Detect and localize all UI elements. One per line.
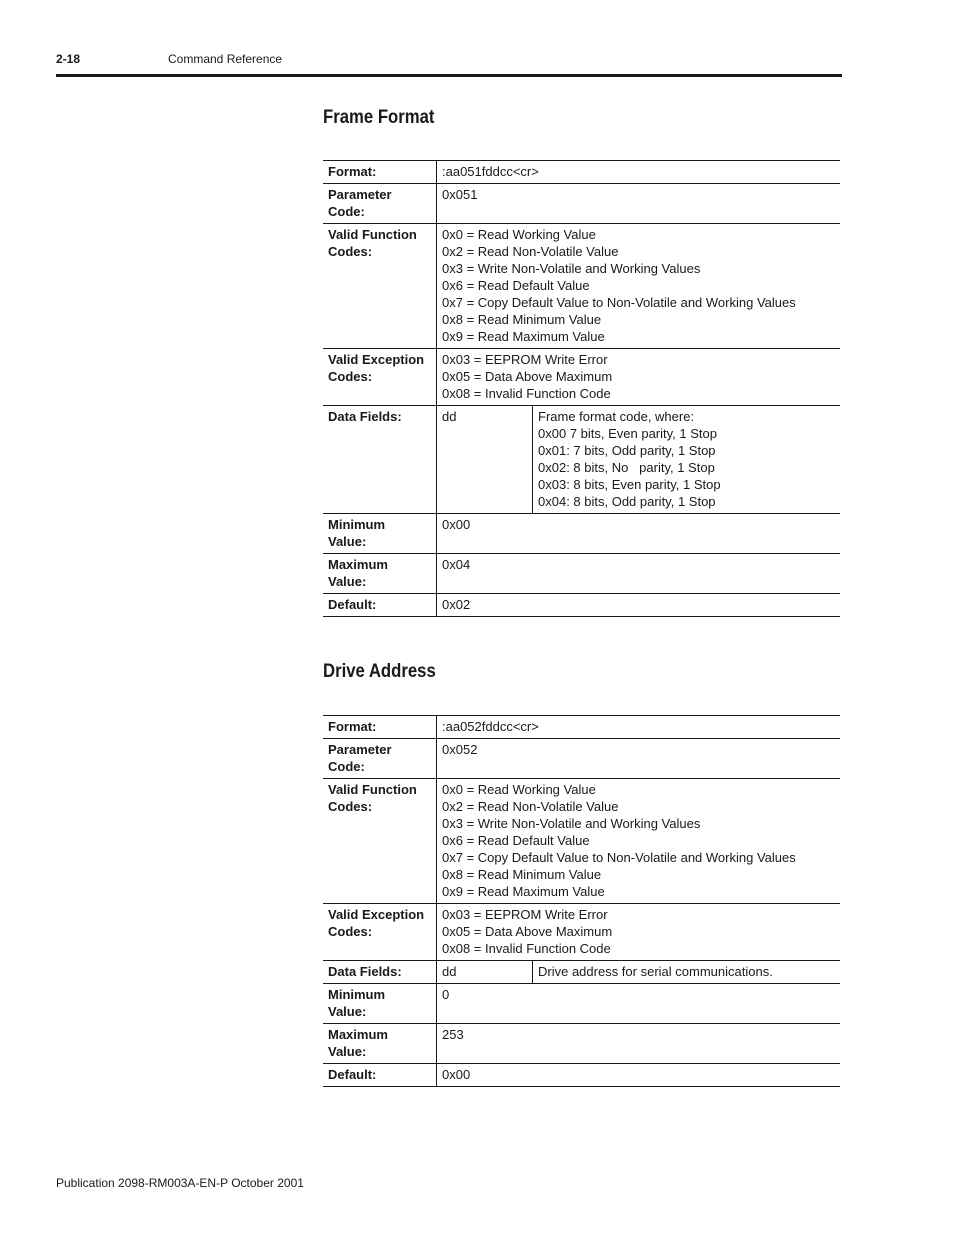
table-row-parameter-code: [323, 739, 840, 779]
value-valid-function-codes: [437, 779, 841, 904]
value-data-field-description: Frame format code, where: 0x00 7 bits, Even parity, 1 Stop 0x01: 7 bits, Odd parity, 1 Stop 0x02: 8 bits, No parity, 1 Stop 0x03: 8 bits, Even parity, 1 Stop 0x04: 8 bits, Odd parity, 1 Stop: [538, 409, 721, 509]
label-format: Format:: [323, 161, 437, 184]
list-item: 0x6 = Read Default Value: [442, 833, 590, 848]
table-row-default: [323, 594, 840, 617]
label-valid-exception-codes: Valid Exception Codes:: [323, 349, 437, 406]
label-maximum-value: Maximum Value:: [323, 1024, 437, 1064]
value-valid-exception-codes: [437, 349, 841, 406]
list-item: 0x3 = Write Non-Volatile and Working Values: [442, 816, 701, 831]
list-item: 0x08 = Invalid Function Code: [442, 941, 611, 956]
list-item: 0x2 = Read Non-Volatile Value: [442, 244, 619, 259]
value-parameter-code: 0x052: [442, 742, 478, 757]
table-row-valid-exception-codes: [323, 349, 840, 406]
label-data-fields: Data Fields:: [323, 961, 437, 984]
table-row-minimum-value: [323, 514, 840, 554]
table-row-parameter-code: [323, 184, 840, 224]
value-minimum-value: 0: [442, 987, 450, 1002]
table-row-maximum-value: [323, 1024, 840, 1064]
value-maximum-value: 253: [442, 1027, 464, 1042]
label-valid-function-codes: Valid Function Codes:: [323, 779, 437, 904]
value-maximum-value: 0x04: [442, 557, 471, 572]
table-row-valid-function-codes: [323, 224, 840, 349]
label-parameter-code: Parameter Code:: [323, 739, 437, 779]
label-format: Format:: [323, 716, 437, 739]
list-item: 0x8 = Read Minimum Value: [442, 312, 602, 327]
list-item: 0x0 = Read Working Value: [442, 782, 596, 797]
page-number: 2-18: [56, 52, 81, 66]
label-valid-function-codes: Valid Function Codes:: [323, 224, 437, 349]
table-row-format: [323, 716, 840, 739]
value-minimum-value: 0x00: [442, 517, 471, 532]
label-parameter-code: Parameter Code:: [323, 184, 437, 224]
table-row-minimum-value: [323, 984, 840, 1024]
value-parameter-code: 0x051: [442, 187, 478, 202]
value-default: 0x00: [442, 1067, 471, 1082]
value-valid-function-codes: [437, 224, 841, 349]
list-item: 0x6 = Read Default Value: [442, 278, 590, 293]
table-row-default: [323, 1064, 840, 1087]
table-row-valid-function-codes: [323, 779, 840, 904]
list-item: 0x9 = Read Maximum Value: [442, 329, 605, 344]
list-item: 0x05 = Data Above Maximum: [442, 924, 613, 939]
frame-format-table: [323, 160, 840, 617]
header-section-name: Command Reference: [168, 52, 283, 66]
table-row-valid-exception-codes: [323, 904, 840, 961]
list-item: 0x9 = Read Maximum Value: [442, 884, 605, 899]
value-data-field-code: dd: [437, 961, 533, 984]
value-default: 0x02: [442, 597, 471, 612]
label-minimum-value: Minimum Value:: [323, 984, 437, 1024]
value-format: :aa051fddcc<cr>: [442, 164, 539, 179]
list-item: 0x05 = Data Above Maximum: [442, 369, 613, 384]
label-maximum-value: Maximum Value:: [323, 554, 437, 594]
list-item: 0x03 = EEPROM Write Error: [442, 907, 608, 922]
value-data-field-code: dd: [437, 406, 533, 514]
label-valid-exception-codes: Valid Exception Codes:: [323, 904, 437, 961]
label-default: Default:: [323, 1064, 437, 1087]
list-item: 0x03 = EEPROM Write Error: [442, 352, 608, 367]
table-row-data-fields: [323, 406, 840, 514]
header-rule: [56, 74, 842, 77]
page-header: [56, 52, 842, 72]
value-data-field-description: Drive address for serial communications.: [538, 964, 773, 979]
label-minimum-value: Minimum Value:: [323, 514, 437, 554]
list-item: 0x7 = Copy Default Value to Non-Volatile and Working Values: [442, 850, 796, 865]
label-data-fields: Data Fields:: [323, 406, 437, 514]
section-title-drive-address: Drive Address: [323, 661, 436, 682]
table-row-data-fields: [323, 961, 840, 984]
label-default: Default:: [323, 594, 437, 617]
value-format: :aa052fddcc<cr>: [442, 719, 539, 734]
list-item: 0x0 = Read Working Value: [442, 227, 596, 242]
table-row-format: [323, 161, 840, 184]
table-row-maximum-value: [323, 554, 840, 594]
section-title-frame-format: Frame Format: [323, 107, 435, 128]
list-item: 0x7 = Copy Default Value to Non-Volatile and Working Values: [442, 295, 796, 310]
value-valid-exception-codes: [437, 904, 841, 961]
list-item: 0x08 = Invalid Function Code: [442, 386, 611, 401]
page-footer: Publication 2098-RM003A-EN-P October 2001: [56, 1176, 304, 1190]
list-item: 0x3 = Write Non-Volatile and Working Values: [442, 261, 701, 276]
list-item: 0x2 = Read Non-Volatile Value: [442, 799, 619, 814]
list-item: 0x8 = Read Minimum Value: [442, 867, 602, 882]
drive-address-table: [323, 715, 840, 1087]
